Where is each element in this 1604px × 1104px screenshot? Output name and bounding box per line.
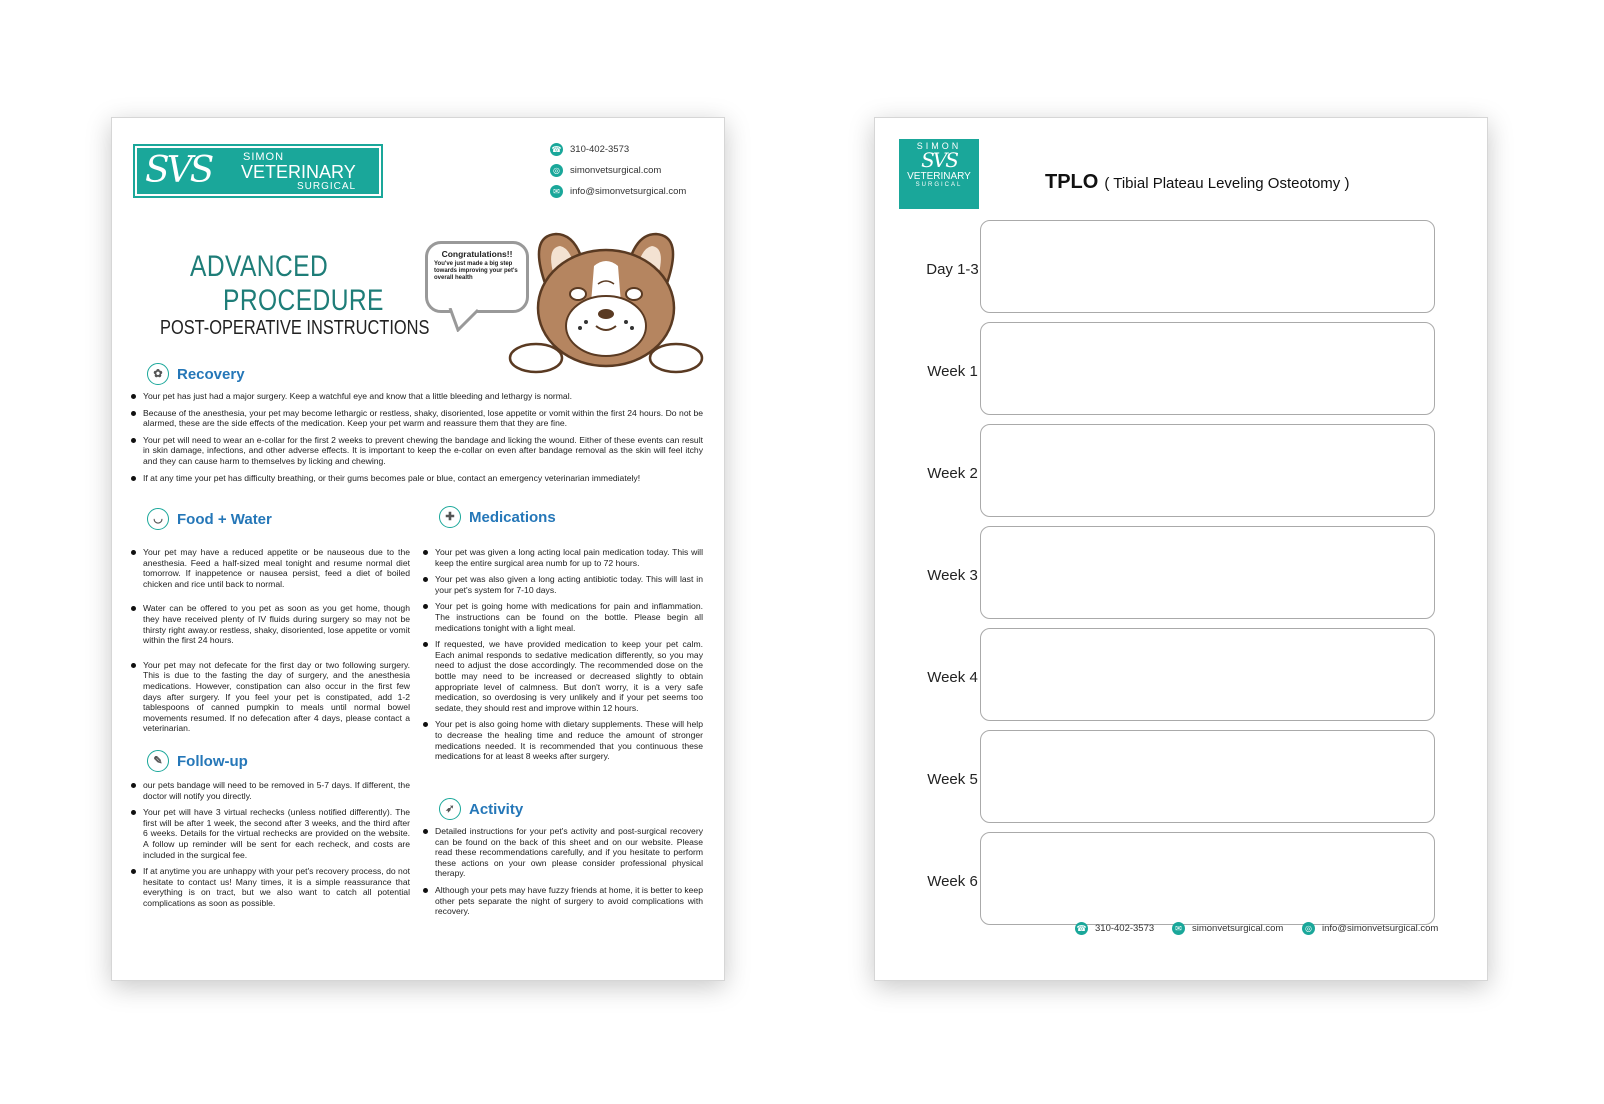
clinic-logo [899, 139, 979, 209]
list-item: Your pet may not defecate for the first day or two following surgery. This is due to the fasting the day of surgery, and the anesthesia medications. However, constipation can also occur in the first few days after surgery. If you feel your pet is constipated, add 1-2 tablespoons of canned pumpkin to meals until normal bowel movements resumed. If no defecation after 4 days, please contact a veterinarian. [131, 660, 410, 734]
list-item: Your pet will need to wear an e-collar for the first 2 weeks to prevent chewing the bandage and licking the wound. Either of these events can result in skin damage, infections, and other adverse effects. It is important to keep the e-collar on even after bandage removal as the skin will feel itchy and they can cause harm to themselves by licking and chewing. [131, 435, 703, 467]
row-label: Week 1 [927, 363, 978, 380]
list-item: Water can be offered to you pet as soon as you get home, though they have received plenty of IV fluids during surgery so may not be thirsty right away.or restless, shaky, disoriented, lose appetite or vomit within the first 24 hours. [131, 603, 410, 645]
row-label: Week 6 [927, 873, 978, 890]
bowl-icon: ◡ [147, 508, 169, 530]
list-item: Your pet has just had a major surgery. Keep a watchful eye and know that a little bleeding and lethargy is normal. [131, 391, 703, 402]
list-item: Detailed instructions for your pet's activity and post-surgical recovery can be found on the back of this sheet and on our website. Please read these recommendations carefully, and if you hesitate to perform these actions on your own please consider professional physical therapy. [423, 826, 703, 879]
food-list [131, 547, 410, 740]
title-text: TPLO [1045, 171, 1099, 193]
recovery-heading-text: Recovery [177, 365, 245, 383]
logo-line2: VETERINARY [907, 171, 971, 182]
activity-heading [439, 798, 523, 820]
tplo-tracker-page [874, 117, 1488, 981]
row-label: Week 5 [927, 771, 978, 788]
clipboard-icon: ✎ [147, 750, 169, 772]
logo-line1: SIMON [243, 151, 285, 163]
mail-icon: ✉ [1172, 922, 1185, 935]
title-line1: ADVANCED [190, 250, 329, 283]
bubble-tail [448, 308, 488, 332]
food-water-heading [147, 508, 272, 530]
list-item: Your pet is also going home with dietary supplements. These will help to decrease the healing time and reduce the amount of stronger medications needed. It is recommended that you continuous these medications for at least 8 weeks after surgery. [423, 719, 703, 761]
notes-box[interactable] [980, 322, 1435, 415]
notes-box[interactable] [980, 220, 1435, 313]
website-text: simonvetsurgical.com [570, 165, 662, 176]
medical-cross-icon: ✚ [439, 506, 461, 528]
bubble-body: You've just made a big step towards improving your pet's overall health [434, 261, 518, 282]
title-line2: PROCEDURE [223, 284, 384, 317]
notes-box[interactable] [980, 628, 1435, 721]
contact-phone [1075, 922, 1154, 935]
title-subtitle: ( Tibial Plateau Leveling Osteotomy ) [1104, 175, 1350, 192]
logo-line2: VETERINARY [241, 162, 356, 182]
phone-icon: ☎ [1076, 924, 1087, 933]
list-item: Because of the anesthesia, your pet may become lethargic or restless, shaky, disoriented, lose appetite or vomit within the first 24 hours. Do not be alarmed, these are the side effects of the medication. Keep your pet warm and reassure them that they are fine. [131, 408, 703, 429]
notes-box[interactable] [980, 832, 1435, 925]
recovery-heading [147, 363, 245, 385]
list-item: If requested, we have provided medication to keep your pet calm. Each animal responds to sedative medication differently, so you may need to adjust the dose accordingly. The recommended dose on the bottle may need to be increased or decreased slightly to obtain appropriate level of calmness. But don't worry, it is a very safe medication, so overdosing is very unlikely and if your pet seems too sedate, they should rest and improve within 12 hours. [423, 639, 703, 713]
logo-line1: SIMON [916, 141, 962, 151]
globe-icon: ◎ [550, 164, 563, 177]
list-item: Your pet is going home with medications for pain and inflammation. The instructions can be found on the bottle. Please begin all medications tonight with a light meal. [423, 601, 703, 633]
list-item: Although your pets may have fuzzy friends at home, it is better to keep other pets separate the night of surgery to avoid complications with recovery. [423, 885, 703, 917]
phone-text: 310-402-3573 [1095, 923, 1155, 934]
instructions-page [111, 117, 725, 981]
list-item: Your pet was given a long acting local pain medication today. This will keep the entire surgical area numb for up to 72 hours. [423, 547, 703, 568]
notes-box[interactable] [980, 730, 1435, 823]
activity-list [423, 826, 703, 923]
running-dog-icon: ➶ [439, 798, 461, 820]
contact-website [1172, 922, 1283, 935]
row-label: Week 4 [927, 669, 978, 686]
row-label: Day 1-3 [926, 261, 979, 278]
notes-box[interactable] [980, 424, 1435, 517]
row-label: Week 2 [927, 465, 978, 482]
globe-icon: ◎ [1302, 922, 1315, 935]
row-label: Week 3 [927, 567, 978, 584]
list-item: Your pet was also given a long acting antibiotic today. This will last in your pet's system for 7-10 days. [423, 574, 703, 595]
clinic-logo [133, 144, 383, 198]
logo-monogram: SVS [921, 148, 957, 172]
medications-heading [439, 506, 556, 528]
bubble-heading: Congratulations!! [441, 249, 513, 259]
list-item: Your pet may have a reduced appetite or be nauseous due to the anesthesia. Feed a half-sized meal tonight and resume normal diet tomorrow. If inappetence or nausea persist, feed a diet of boiled chicken and rice until back to normal. [131, 547, 410, 589]
followup-heading [147, 750, 248, 772]
mail-icon: ✉ [550, 185, 563, 198]
dog-illustration-icon [506, 226, 706, 376]
contact-email [1302, 922, 1438, 935]
paw-icon: ✿ [147, 363, 169, 385]
contact-website [550, 164, 661, 177]
email-text: info@simonvetsurgical.com [570, 186, 687, 197]
phone-text: 310-402-3573 [570, 144, 630, 155]
title-line3: POST-OPERATIVE INSTRUCTIONS [160, 317, 430, 339]
followup-list [131, 780, 410, 915]
list-item: If at any time your pet has difficulty breathing, or their gums becomes pale or blue, contact an emergency veterinarian immediately! [131, 473, 703, 484]
logo-monogram: SVS [145, 150, 212, 191]
medications-heading-text: Medications [469, 508, 556, 526]
notes-box[interactable] [980, 526, 1435, 619]
medications-list [423, 547, 703, 768]
recovery-list [131, 391, 703, 489]
followup-heading-text: Follow-up [177, 752, 248, 770]
list-item: If at anytime you are unhappy with your pet's recovery process, do not hesitate to contact us! Many times, it is a simple reassurance that everything is on tract, but we also want to catch all potential complications as soon as possible. [131, 866, 410, 908]
website-text: simonvetsurgical.com [1192, 923, 1284, 934]
page-title [1045, 171, 1349, 194]
contact-email [550, 185, 686, 198]
food-heading-text: Food + Water [177, 510, 272, 528]
list-item: our pets bandage will need to be removed in 5-7 days. If different, the doctor will notify you directly. [131, 780, 410, 801]
activity-heading-text: Activity [469, 800, 524, 818]
logo-line3: SURGICAL [297, 181, 357, 192]
list-item: Your pet will have 3 virtual rechecks (unless notified differently). The first will be after 1 week, the second after 3 weeks, and the third after 6 weeks. Details for the virtual rechecks are provided on the website. A follow up reminder will be sent for each recheck, and costs are included in the surgical fee. [131, 807, 410, 860]
contact-phone [550, 143, 629, 156]
phone-icon: ☎ [551, 145, 562, 154]
logo-line3: SURGICAL [915, 182, 963, 188]
email-text: info@simonvetsurgical.com [1322, 923, 1439, 934]
